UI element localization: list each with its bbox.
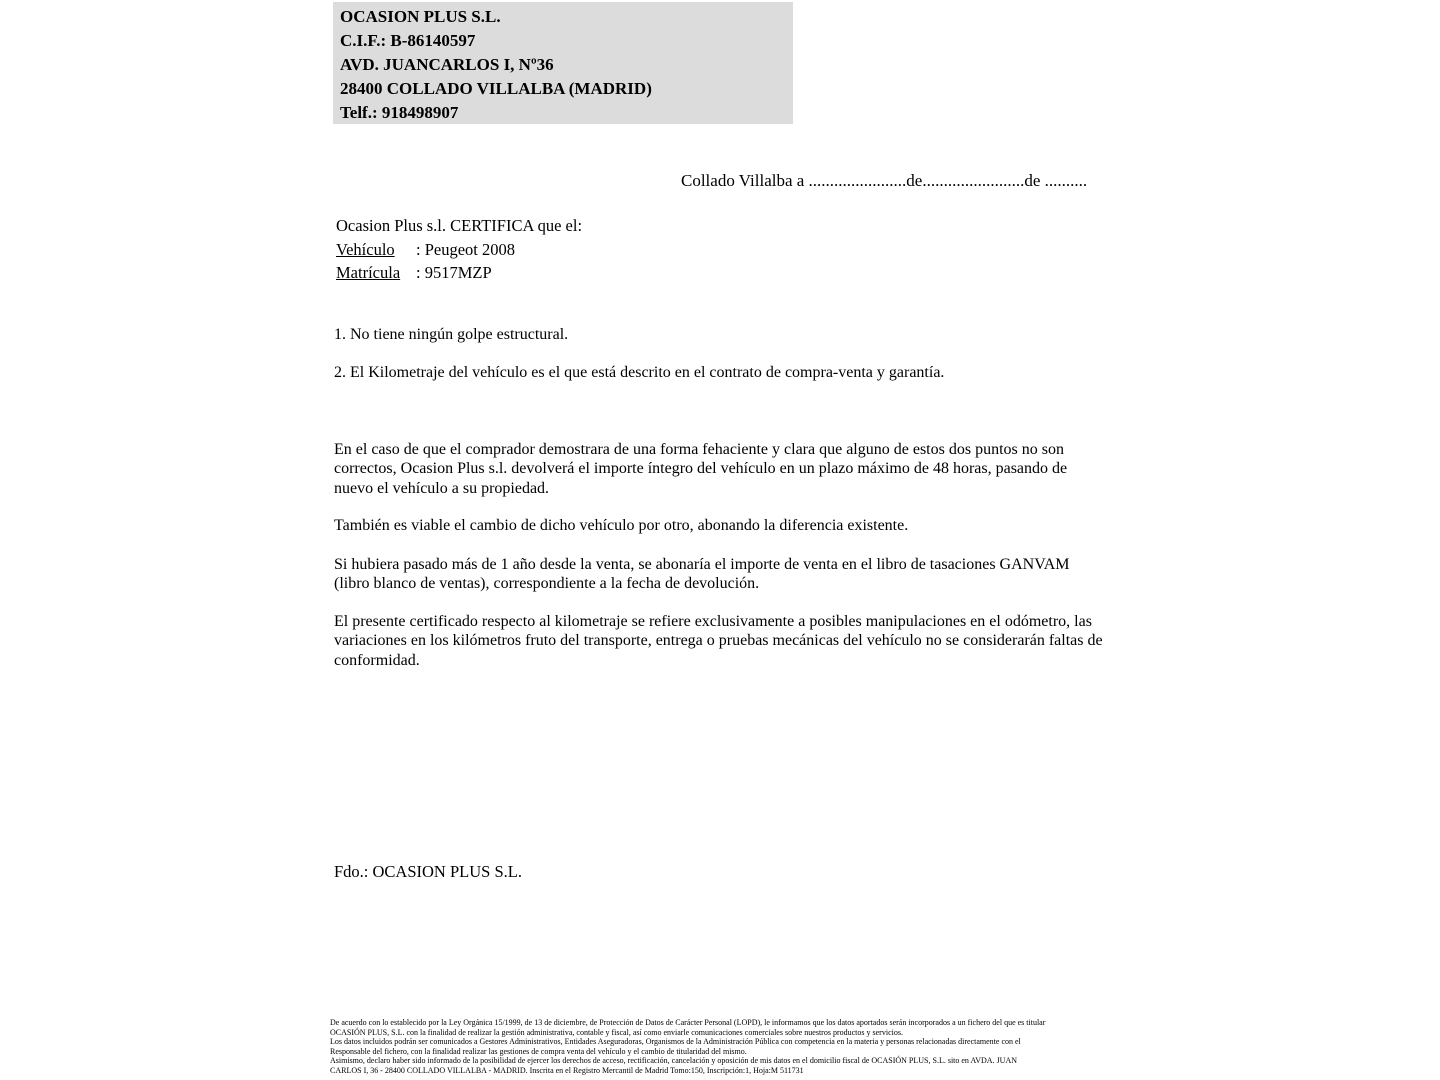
paragraph-odometer: El presente certificado respecto al kilometraje se refiere exclusivamente a posibles manipulaciones en el odómetro, las variaciones en los kilómetros fruto del transporte, entrega o pruebas mecánicas del vehículo no se considerarán faltas de conformidad. [334,613,1103,669]
certification-block [336,214,582,285]
plate-field [336,261,582,285]
legal-footer-line: Los datos incluidos podrán ser comunicados a Gestores Administrativos, Entidades Aseguradoras, Organismos de la Administración Pública con competencia en la materia y personas relacionadas directamente con el [330,1037,1021,1047]
company-name: OCASION PLUS S.L. [340,7,501,26]
company-header-box [333,2,793,124]
vehicle-field-value: : Peugeot 2008 [416,239,515,259]
legal-footer [330,1018,1120,1075]
plate-field-label: Matrícula [336,263,401,282]
signature-line: Fdo.: OCASION PLUS S.L. [334,862,522,881]
point-1: 1. No tiene ningún golpe estructural. [334,326,569,343]
company-cif: C.I.F.: B-86140597 [340,31,476,50]
legal-footer-line: De acuerdo con lo establecido por la Ley Orgánica 15/1999, de 13 de diciembre, de Protección de Datos de Carácter Personal (LOPD), le informamos que los datos aportados serán incorporados a un fichero del que es titular [330,1018,1046,1027]
date-line: Collado Villalba a .......................de........................de .......... [681,171,1088,190]
point-2: 2. El Kilometraje del vehículo es el que está descrito en el contrato de compra-venta y garantía. [334,364,945,381]
vehicle-field [336,238,582,262]
certification-intro: Ocasion Plus s.l. CERTIFICA que el: [336,216,583,235]
vehicle-field-label: Vehículo [336,239,395,259]
company-address: AVD. JUANCARLOS I, Nº36 [340,55,554,74]
legal-footer-line: Asimismo, declaro haber sido informado de la posibilidad de ejercer los derechos de acceso, rectificación, cancelación y oposición de mis datos en el domicilio fiscal de OCASIÓN PLUS, S.L. sito en AVDA. JUAN [330,1056,1018,1066]
company-phone: Telf.: 918498907 [340,103,459,122]
paragraph-refund: En el caso de que el comprador demostrara de una forma fehaciente y clara que alguno de estos dos puntos no son correctos, Ocasion Plus s.l. devolverá el importe íntegro del vehículo en un plazo máximo de 48 horas, pasando de nuevo el vehículo a su propiedad. [334,441,1068,497]
plate-field-value: : 9517MZP [416,263,492,282]
legal-footer-line: OCASIÓN PLUS, S.L. con la finalidad de realizar la gestión administrativa, contable y fiscal, así como enviarle comunicaciones comerciales sobre nuestros productos y servicios. [330,1027,903,1037]
legal-footer-line: CARLOS I, 36 - 28400 COLLADO VILLALBA - MADRID. Inscrita en el Registro Mercantil de Madrid Tomo:150, Inscripción:1, Hoja:M 511731 [330,1065,804,1075]
paragraph-exchange: También es viable el cambio de dicho vehículo por otro, abonando la diferencia existente. [334,517,909,534]
paragraph-ganvam: Si hubiera pasado más de 1 año desde la venta, se abonaría el importe de venta en el libro de tasaciones GANVAM (libro blanco de ventas), correspondiente a la fecha de devolución. [334,556,1070,593]
company-city: 28400 COLLADO VILLALBA (MADRID) [340,79,652,98]
legal-footer-line: Responsable del fichero, con la finalidad realizar las gestiones de compra venta del vehículo y el cambio de titularidad del mismo. [330,1046,747,1056]
